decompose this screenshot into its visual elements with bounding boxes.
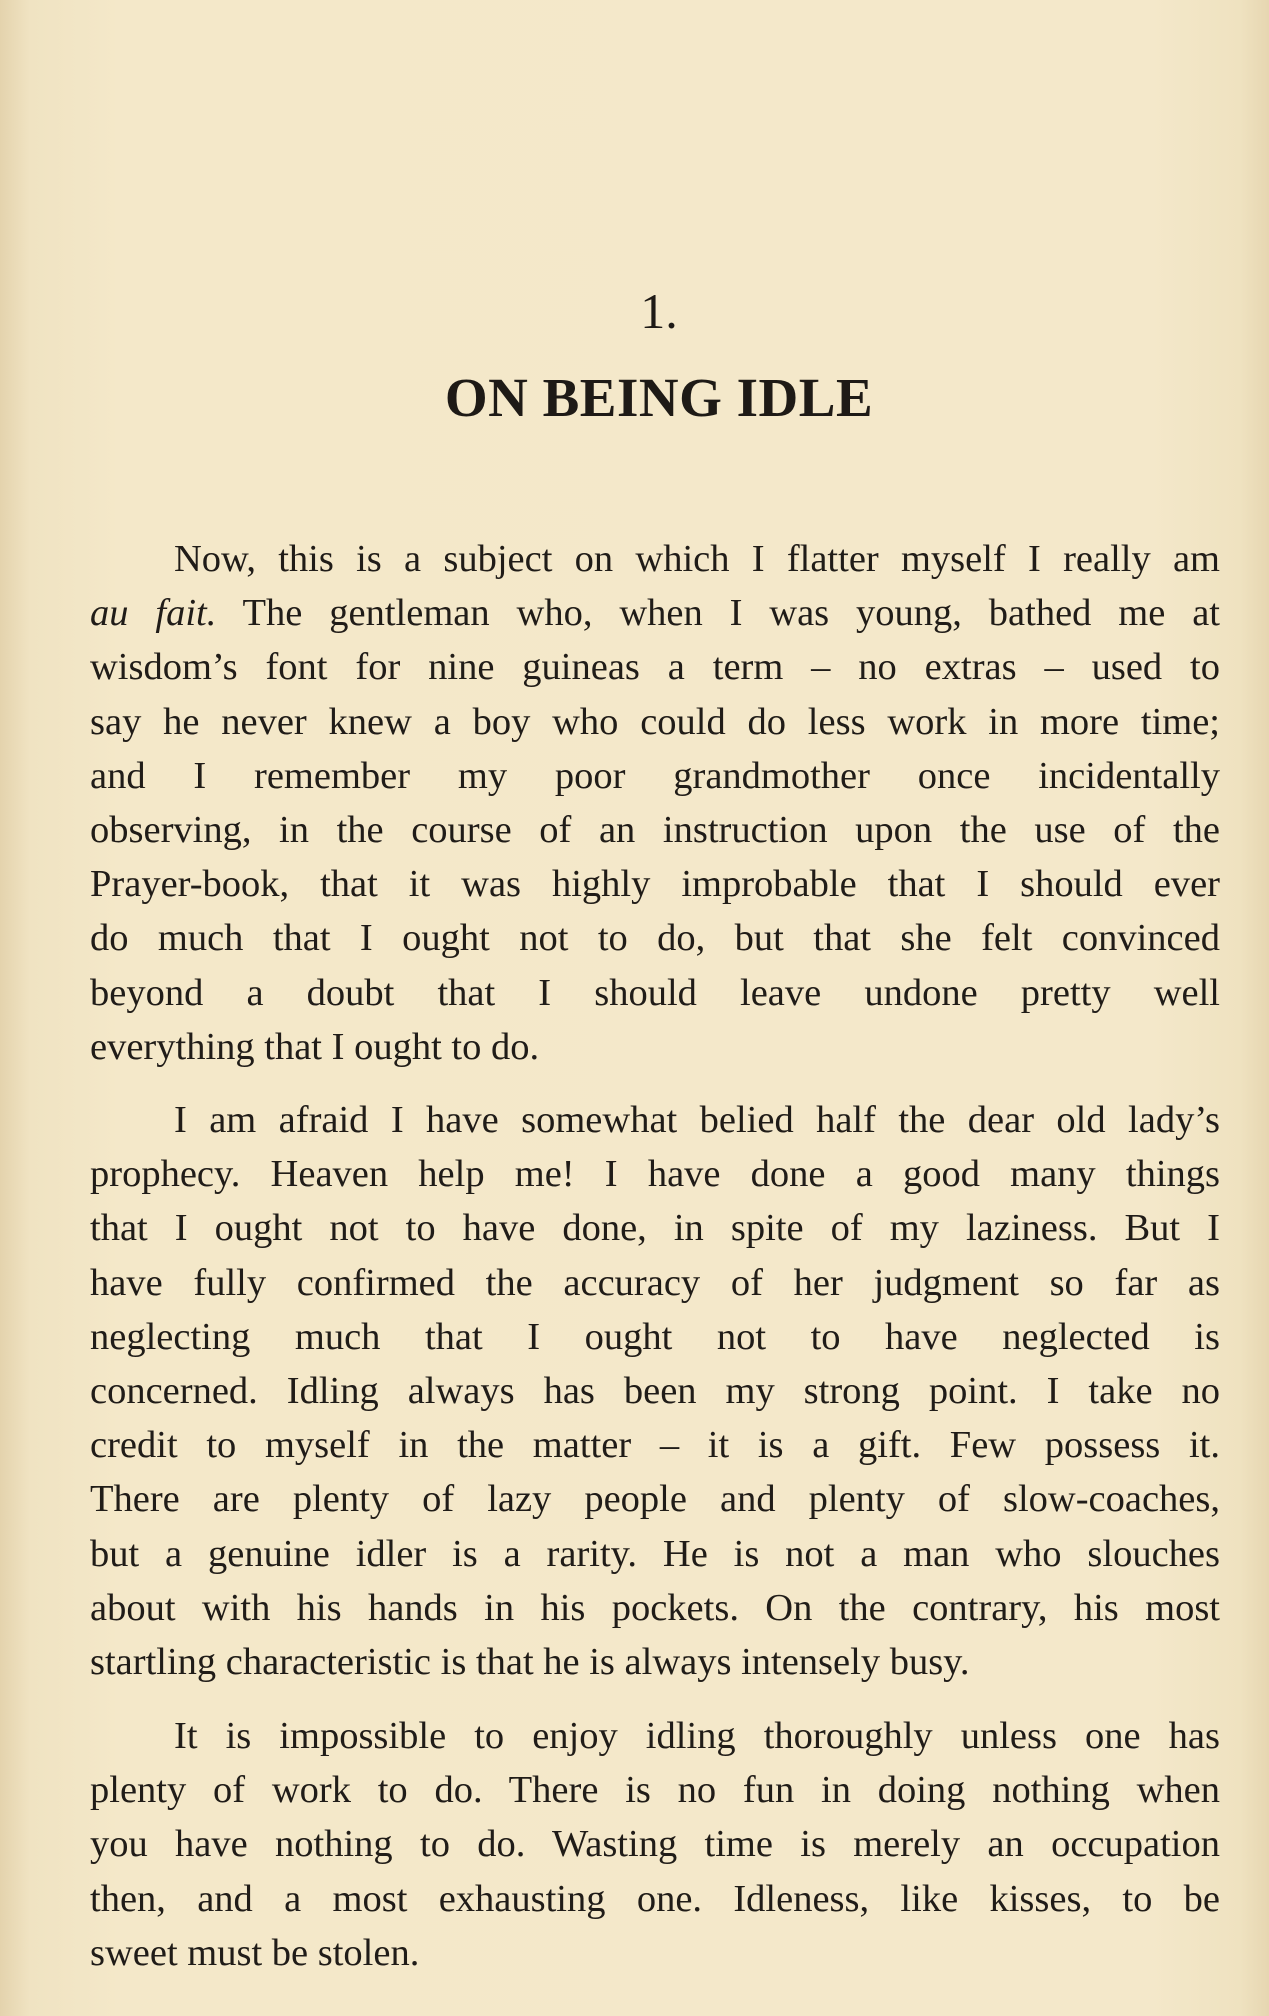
text-line: say he never knew a boy who could do less work in more time; (90, 700, 1220, 743)
italic-phrase: au fait. (90, 592, 217, 635)
text-line: sweet must be stolen. (90, 1931, 420, 1974)
text-line: concerned. Idling always has been my strong point. I take no (90, 1370, 1220, 1413)
text-line: you have nothing to do. Wasting time is merely an occupation (90, 1823, 1220, 1866)
paragraph-1 (90, 532, 1220, 1074)
text-line: startling characteristic is that he is always intensely busy. (90, 1641, 970, 1684)
text-line: neglecting much that I ought not to have neglected is (90, 1315, 1220, 1358)
text-line: beyond a doubt that I should leave undone pretty well (90, 971, 1220, 1014)
text-line: It is impossible to enjoy idling thoroughly unless one has (174, 1715, 1220, 1757)
text-line: that I ought not to have done, in spite of my laziness. But I (90, 1207, 1220, 1250)
text-line: and I remember my poor grandmother once incidentally (90, 754, 1220, 797)
text-line: Now, this is a subject on which I flatter myself I really am (174, 538, 1220, 580)
text-line: have fully confirmed the accuracy of her judgment so far as (90, 1261, 1220, 1304)
text-line: Prayer-book, that it was highly improbable that I should ever (90, 863, 1220, 906)
text-line: plenty of work to do. There is no fun in doing nothing when (90, 1769, 1220, 1812)
text-line: but a genuine idler is a rarity. He is not a man who slouches (90, 1532, 1220, 1575)
text-line: prophecy. Heaven help me! I have done a good many things (90, 1153, 1220, 1196)
chapter-number: 1. (640, 283, 678, 339)
text-line: observing, in the course of an instruction upon the use of the (90, 809, 1220, 852)
text-line: There are plenty of lazy people and plenty of slow-coaches, (90, 1478, 1220, 1521)
text-line: about with his hands in his pockets. On the contrary, his most (90, 1586, 1220, 1629)
paragraph-3 (90, 1709, 1220, 1980)
text-line: I am afraid I have somewhat belied half the dear old lady’s (174, 1099, 1220, 1141)
text-line: everything that I ought to do. (90, 1025, 540, 1068)
paragraph-2 (90, 1093, 1220, 1689)
text-line: wisdom’s font for nine guineas a term – no extras – used to (90, 646, 1220, 689)
text-line: do much that I ought not to do, but that she felt convinced (90, 917, 1220, 960)
chapter-title: ON BEING IDLE (444, 367, 874, 428)
text-line: au fait. The gentleman who, when I was young, bathed me at (90, 592, 1220, 635)
text-line: then, and a most exhausting one. Idleness, like kisses, to be (90, 1877, 1220, 1920)
text-line: credit to myself in the matter – it is a gift. Few possess it. (90, 1424, 1220, 1467)
